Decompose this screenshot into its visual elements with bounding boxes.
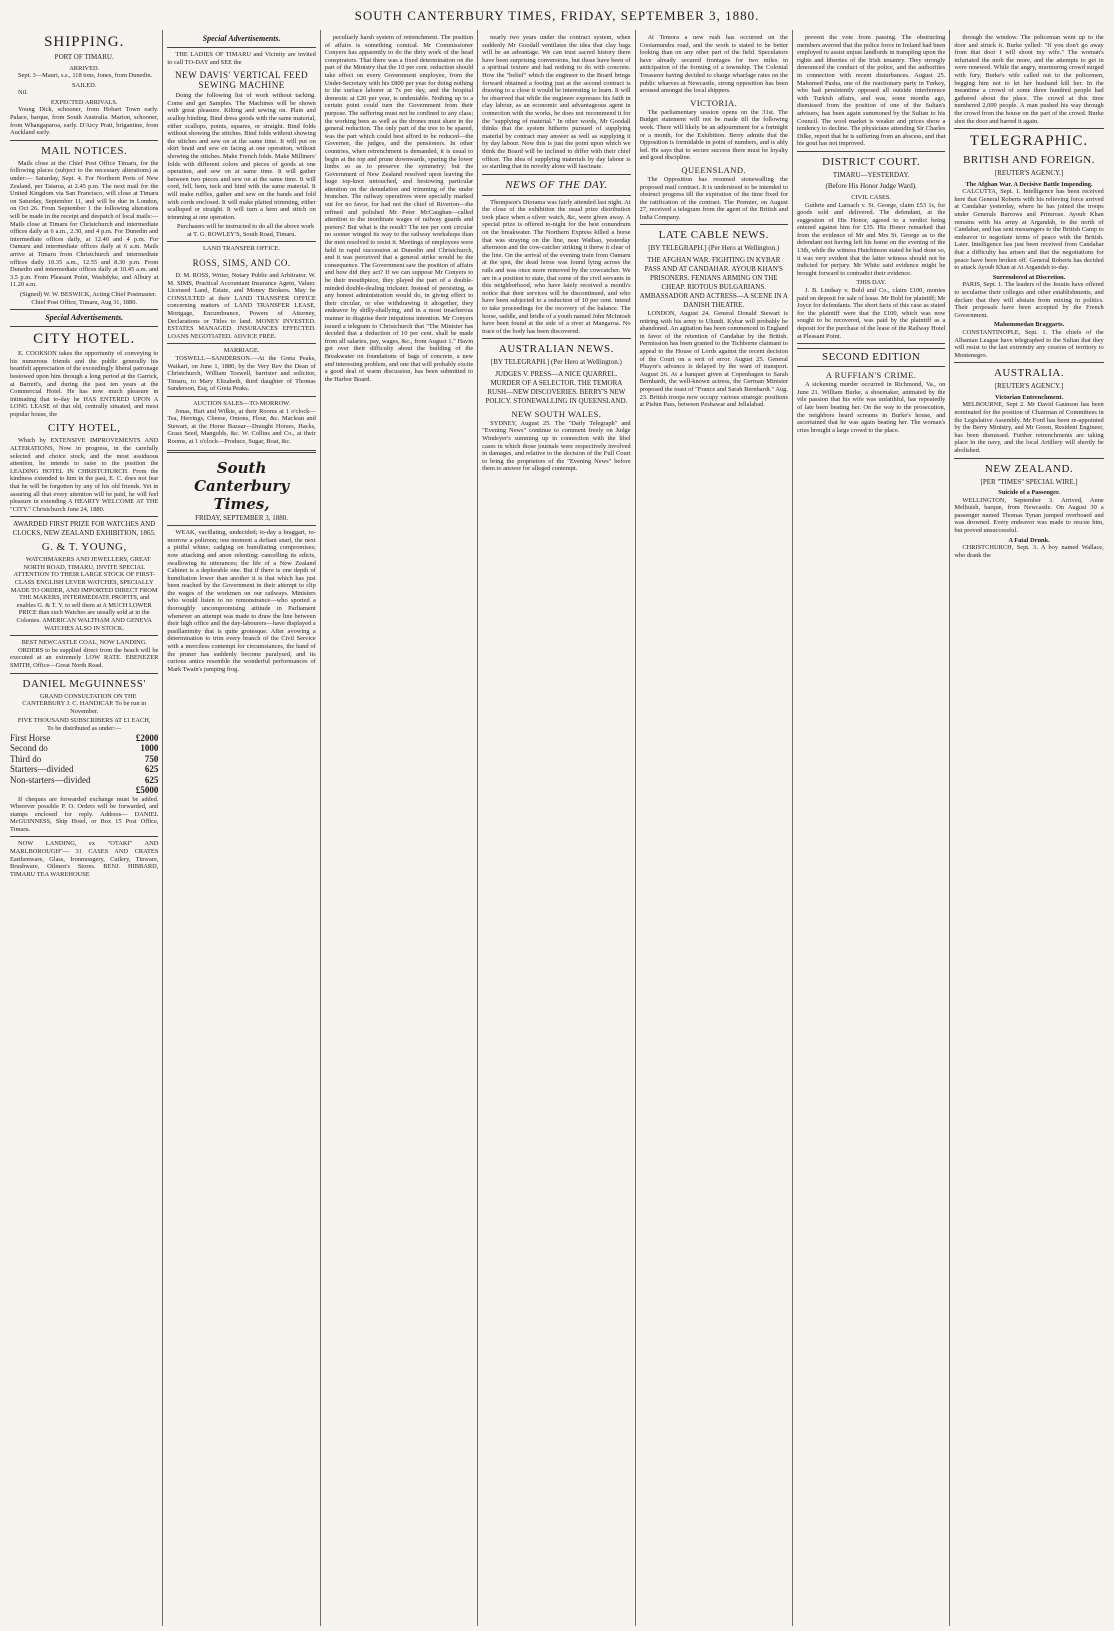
mail-notices-sign: (Signed) W. W. BESWICK, Acting Chief Postmaster. Chief Post Office, Timaru, Aug 31, 1880. bbox=[20, 290, 157, 306]
prize-value: 1000 bbox=[140, 743, 159, 753]
mahommedan-heading: Mahommedan Braggarts. bbox=[993, 321, 1065, 329]
column-6 bbox=[793, 30, 950, 1626]
australian-news-title: AUSTRALIAN NEWS. bbox=[498, 343, 614, 356]
prize-list bbox=[10, 733, 158, 796]
prize-label: Non-starters—divided bbox=[10, 774, 91, 785]
civil-cases-label: CIVIL CASES. bbox=[851, 193, 892, 201]
prize-value: £5000 bbox=[135, 785, 159, 795]
queensland-text: The Opposition has resumed stonewalling the proposed mail contract. It is understood to be intended to obstruct progress till the expiration of the time fixed for the ratification of the contract. The Premier, on August 27, received a telegram from the agent of the British and India Company. bbox=[639, 175, 788, 221]
breakwater-article: nearly two years under the contract system, when suddenly Mr Goodall ventilates the idea that clay bags will be an advantage. We can trust sacred history there have been surprising conversions, but those have been of a spiritual texture and had nothing to do with concrete. How the "belief" which the engineer to the Board brings forward obtained a footing just at the second contract is drawing to a close it would be interesting to learn. It will be observed that while the engineer expresses his faith in clay labour, as an economic and advantageous agent in connection with the works, he does not recommend it for the "supplying of material." In other words, Mr Goodall thinks that the system hitherto pursued of supplying material by contract may answer as well as supplying it by day labour. Now this is just the point upon which we think the Board will be inclined to differ with their chief officer. The idea of supplying materials by day labour is so startling that its novelty alone will fascinate. bbox=[482, 34, 631, 171]
new-zealand-title: NEW ZEALAND. bbox=[984, 462, 1074, 475]
sewing-text: Doing the following list of work without tacking. Come and get Samples. The Machines will be shown with great pleasure. Kilting and sewing on. Plain and scallop binding. Bind dress goods with the same material, either scallops, points, squares, or straight. Bind folds without showing the stitches. Bind folds without showing the stitches and sew on at the same time. It will put on skirt braid and sew on facing at one operation, without showing the stitches. Make French folds. Make Milliners' folds with different colors and pieces of goods at one operation, and sew on at same time. It will gather between two pieces and sew on at the same time. It will cord, fell, hem, tuck and bind with the same material. It will make ruffles, gather and sew on the bands and fold with cords enclosed. It will make plaited trimming, either scalloped or straight. It will turn a hem and stitch on trimming at one operation. bbox=[167, 92, 316, 221]
column-3 bbox=[321, 30, 478, 1626]
victoria-heading: VICTORIA. bbox=[690, 97, 738, 108]
marriage-text: TOSWELL—SANDERSON.—At the Greta Peaks, Waikari, on June 1, 1880, by the Very Rev the Dean of Christchurch, William Toswell, barrister and solicitor, Timaru, to Mary Elizabeth, third daughter of Thomas Sanderson, Esq, of Greta Peaks. bbox=[167, 355, 316, 393]
district-court-text: Guthrie and Larnach v. St. George, claim £53 1s, for goods sold and delivered. The defendant, at the suggestion of His Honor, agreed to a verdict being entered against him for £35. His Honor remarked that from the evidence of Mr and Mrs St. George as to the defendant not having left his home on the evening of the 13th, while the witness Hutchinson stated he had done so, it was very evident that the latter witness should not be indicted for perjury. Mr White said evidence might be brought forward to contradict their evidence. bbox=[796, 201, 946, 277]
port-heading: PORT OF TIMARU. bbox=[54, 53, 114, 61]
prize-value: 750 bbox=[144, 753, 159, 764]
suicide-heading: Suicide of a Passenger. bbox=[998, 489, 1060, 497]
irish-debate-text: prevent the vote from passing. The obstructing members averred that the police force in Ireland had been employed to assist unjust landlords in trampling upon the rights and liberties of the Irish tenantry. They strongly denounced the conduct of the police, and the authorities in connection with recent disturbances. August 25. Mahomed Pasha, one of the reactionary party in Turkey, who had persistently opposed all outside interference with Turkish affairs, and was, some months ago, dismissed from the position of one of the Sultan's advisers, has been again summoned by the Sultan to his Council. The wool market is weaker and prices show a tendency to decline. The physicians attending Sir Charles Dilke, report that he is suffering from an abscess, and that his gout has not improved. bbox=[796, 34, 946, 148]
column-2 bbox=[163, 30, 320, 1626]
divider bbox=[954, 128, 1103, 129]
special-ads-heading: Special Advertisements. bbox=[45, 313, 124, 323]
victorian-text: MELBOURNE, Sept 2. Mr David Gaunson has been nominated for the position of Chairman of Committees in the Legislative Assembly. Mr Ford has been re-appointed by the Berry Ministry, and Mr Green, Resident Engineer, has been dismissed. Further retrenchments are taking place in the navy, and the local Artillery will shortly be abolished. bbox=[954, 401, 1104, 454]
divider bbox=[10, 673, 158, 674]
special-ads-heading: Special Advertisements. bbox=[202, 34, 281, 43]
australian-news-heads: JUDGES V. PRESS—A NICE QUARREL. MURDER OF A SELECTOR. THE TEMORA RUSH—NEW DISCOVERIES. BERRY'S NEW POLICY. STONEWALLING IN QUEENSLAND. bbox=[485, 369, 628, 405]
divider bbox=[954, 458, 1103, 459]
marriage-title: MARRIAGE. bbox=[223, 347, 260, 355]
victorian-heading: Victorian Entrenchment. bbox=[994, 393, 1064, 401]
divider bbox=[954, 362, 1103, 363]
district-court-title: DISTRICT COURT. bbox=[822, 155, 921, 168]
mail-notices-text: Mails close at the Chief Post Office Timaru, for the following places (subject to the necessary alterations) as under:— Saturday, Sept. 4. For Northern Ports of New Zealand, per Taiaroa, at 2.45 p.m. The next mail for the United Kingdom via San Francisco, will close at Timaru on Saturday, September 11, and will be due in London, on Oct 26. From September 1 the following alterations will be made in the receipt and despatch of local mails:— Mails close at Timaru for Christchurch and intermediate offices daily at 6 a.m., 2.30, and 4 p.m. For Dunedin and intermediate offices daily, at 12.40 and 4 p.m. For Oamaru and intermediate offices daily at 6 a.m. Mails arrive at Timaru from Christchurch and intermediate offices daily 10.35 a.m., 12.55 and 8.30 p.m. From Dunedin and intermediate offices daily at 10.45 a.m. and 3.5 p.m. From Pleasant Point, Washdyke, and Albury at 11.20 a.m. bbox=[10, 159, 159, 289]
prize-label: Starters—divided bbox=[10, 764, 74, 774]
district-court-sub: TIMARU—YESTERDAY. bbox=[832, 170, 910, 179]
district-court-judge: (Before His Honor Judge Ward). bbox=[825, 182, 917, 191]
temora-text: At Temora a new rush has occurred on the Cootamundra road, and the work is stated to be better looking than on any other part of the field. Speculators have already secured frontages for two miles in anticipation of the forming of a township. The Colonial Treasurer having decided to charge wharfage rates on the public wharves at Newcastle, strong opposition has been aroused amongst the local shippers. bbox=[639, 34, 788, 95]
this-day-label: THIS DAY. bbox=[856, 279, 887, 287]
auction-text: Jonas, Hart and Wilkie, at their Rooms at 1 o'clock—Tea, Herrings, Cheese, Onions, Flour, &c. Maclean and Stewart, at the Horse Bazaar—Draught Horses, Hacks, Grass Seed, Mangolds, &c. W. Collins and Co., at their Rooms, at 1 o'clock—Produce, Sugar, Boat, &c. bbox=[167, 407, 316, 445]
prize-value: £2000 bbox=[135, 732, 159, 743]
landing-notice: NOW LANDING, ex "OTAKI" AND MARLBOROUGH"— 31 CASES AND CRATES Earthenware, Glass, Ironmongery, Cutlery, Tinware, Brushware, Oilmen's Stores. BENJ. HIBBARD, TIMARU TEA WAREHOUSE bbox=[10, 840, 159, 878]
divider bbox=[10, 836, 158, 837]
news-of-the-day-title: NEWS OF THE DAY. bbox=[505, 178, 608, 191]
coal-title: BEST NEWCASTLE COAL, NOW LANDING. bbox=[21, 639, 147, 647]
victoria-text: The parliamentary session opens on the 31st. The Budget statement will not be made till the following week. There will likely be an adjournment for a fortnight or a month, for the Exhibition. Berry admits that the Opposition is formidable in point of numbers, and is ably led. He says that to secure success there must be loyalty and good discipline. bbox=[639, 108, 788, 162]
australia-sub: [REUTER'S AGENCY.] bbox=[994, 382, 1064, 391]
editorial-date: FRIDAY, SEPTEMBER 3, 1880. bbox=[195, 513, 289, 522]
masthead: SOUTH CANTERBURY TIMES, FRIDAY, SEPTEMBER 3, 1880. bbox=[354, 8, 760, 23]
divider bbox=[167, 450, 315, 453]
australia-title: AUSTRALIA. bbox=[993, 367, 1065, 380]
column-7 bbox=[950, 30, 1107, 1626]
sewing-intro: THE LADIES OF TIMARU and Vicinity are invited to call TO-DAY and SEE the bbox=[167, 51, 316, 66]
ross-sims-text: D. M. ROSS, Writer, Notary Public and Arbitrator. W. M. SIMS, Practical Accountant Insurance Agent, Valuer. Licensed Land, Estate, and Money Brokers. May be CONSULTED at their LAND TRANSFER OFFICE concerning matters of LAND TRANSFER LEASE, Mortgage, Encumbrance, Powers of Attorney, Declarations or Titles to land. MONEY INVESTED. ESTATES MANAGED. INSURANCES EFFECTED. LOANS NEGOTIATED. ADVICE FREE. bbox=[167, 272, 316, 340]
land-office-title: LAND TRANSFER OFFICE. bbox=[203, 245, 281, 253]
divider bbox=[482, 338, 630, 339]
city-hotel-text-2: Which by EXTENSIVE IMPROVEMENTS AND ALTERATIONS, Now in progress, in the carefully selected and choice stock, and the most assiduous attention, he intends to raise to the position the LEADING HOTEL IN CHRISTCHURCH. From the kindness extended to him in the past, E. C. does not fear that he will be forgotten by any of his old friends. Yet in assuring all that every attention will be paid, he will feel pleasure in extending A HEARTY WELCOME AT THE "CITY." Christchurch June 24, 1880. bbox=[10, 437, 159, 513]
suicide-text: WELLINGTON, September 3. Arrived, Anne Melhuish, barque, from Newcastle. On August 30 a passenger named Thomas Tynan jumped overboard and was drowned. Every endeavor was made to rescue him, but proved unsuccessful. bbox=[954, 496, 1104, 534]
fatal-text: CHRISTCHURCH, Sept. 3. A boy named Wallace, who drank the bbox=[954, 544, 1104, 559]
nsw-text: SYDNEY, August 25. The "Daily Telegraph" and "Evening News" continue to comment freely on Judge Windeyer's summing up in connection with the libel cases in which those journals were respectively involved in damages, and relative to the decision of the Full Court to bring the proprietors of the "Evening News" before them to answer for alleged contempt. bbox=[482, 419, 631, 473]
divider bbox=[167, 241, 315, 242]
ruffian-title: A RUFFIAN'S CRIME. bbox=[825, 370, 917, 381]
editorial-continued: peculiarly harsh system of retrenchment. The position of affairs is something comical. Mr Commissioner Conyers has apparently to do the dirty work of the head conspirators. That there was a fixed determination on the part of the Ministry that the 10 per cent. reduction should take effect on every Government employee, from the Under-Secretary with his £800 per year for doing nothing to the surface laborer at 7s per day, and the hospital domestic at £20 per year, is undeniable. Nothing up to a certain point could turn the Government from their purpose. The suffering must not be confined to any class; the working bees as well as the drones must share in the general reduction. The only part of the tree to be spared, was the part which could best afford to be reduced—the Governor, the judges, and the pensioners. In other countries, when retrenchment is demanded, it is usual to begin at the top and prune downwards, sparing the lower limbs so as to preserve the symmetry; but the Government of New Zealand resolved upon leaving the huge top-knot untouched, and bestowing particular attention on the denudation and trimming of the under branches. The railway operatives were specially marked out for no favor, for had not the chief of Riverton—the refined and polished Mr Peter McCaughan—called attention to the inordinate wages of railway guards and porters? But what is the result? The ten per cent circular no sooner winged its way to the railway workshops than the men resolved to resist it. Meetings of employees were held in rapid succession at Dunedin and Christchurch, and it was perceived that a general strike would be the consequence. The Government saw the position of affairs and how did they act? If we can suppose Mr Conyers to be their mouthpiece, they played the part of a double-minded double-dealing trickster. Instead of persisting, as any honest administration would do, in giving effect to their circular, or else withdrawing it altogether, they endeavor by shilly-shallying, and in a most treacherous manner to disguise their iniquitous intention. Mr Conyers issued a telegram to Christchurch that "The Minister has decided that a deduction of 10 per cent. shall be made from all salaries, pay, wages, &c., from August 1." Havin got over their difficulty about the building of the Breakwater on foundations of bags of concrete, a new and interesting problem, and one that will probably excite a good deal of warm discussion, has been submitted to the Harbor Board. bbox=[324, 34, 474, 383]
arrived-label: ARRIVED. bbox=[69, 64, 100, 72]
prize-label: First Horse bbox=[10, 732, 51, 743]
prize-row bbox=[10, 764, 158, 775]
prize-row bbox=[10, 775, 158, 786]
surrender-heading: Surrendered at Discretion. bbox=[992, 273, 1066, 281]
newspaper-title: South Canterbury Times, bbox=[194, 458, 290, 513]
queensland-heading: QUEENSLAND. bbox=[681, 164, 747, 175]
coal-text: ORDERS to be supplied direct from the beach will be executed at an extremely LOW RATE. EBENEZER SMITH, Office—Great North Road. bbox=[10, 646, 159, 669]
divider bbox=[167, 47, 315, 48]
prize-row bbox=[10, 743, 158, 754]
sewing-footer: Purchasers will be instructed to do all the above work at T. G. ROWLEY'S, South Road, Timaru. bbox=[176, 223, 315, 238]
nsw-heading: NEW SOUTH WALES. bbox=[511, 408, 602, 419]
expected-label: EXPECTED ARRIVALS. bbox=[50, 98, 118, 106]
page-columns bbox=[6, 30, 1108, 1626]
divider bbox=[10, 635, 158, 636]
distributed-line: To be distributed as under:— bbox=[46, 724, 122, 732]
column-1 bbox=[6, 30, 163, 1626]
divider bbox=[10, 140, 158, 141]
consultation-footer: If cheques are forwarded exchange must be added. Wherever possible P. O. Orders will be forwarded, and stamps enclosed for reply. Address— DANIEL McGUINNESS, Ship Hotel, or Box 15 Post Office, Timaru. bbox=[10, 795, 159, 833]
australian-news-sub: [BY TELEGRAPH.] (Per Hero at Wellington.) bbox=[490, 358, 622, 367]
ruffian-continued: through the window. The policeman went up to the door and struck it. Burke yelled: "If you don't go away from that door I will shoot my wife." The woman's infuriated the mob the more, and the attempts to get in were renewed. While the angry, murmuring crowd surged with fury, Burke's wife called out to the policemen, begging him not to let her husband kill her. In the meantime a crowd of some three hundred people had gathered about the place. The crowd at this time numbered 2,000 people. A man pushed his way through the crowd from the house on the part of the crowd. Burke shot the door and barred it again. bbox=[954, 34, 1104, 125]
shipping-title: SHIPPING. bbox=[44, 34, 125, 50]
prize-label: Second do bbox=[10, 743, 48, 753]
column-4 bbox=[478, 30, 635, 1626]
prize-row bbox=[10, 754, 158, 765]
divider bbox=[167, 396, 315, 397]
prize-row bbox=[10, 785, 158, 796]
divider bbox=[797, 151, 945, 152]
late-cable-heads: THE AFGHAN WAR. FIGHTING IN KYBAR PASS AND AT CANDAHAR. AYOUB KHAN'S PRISONERS. FENIANS ARMING ON THE CHEAP. RIOTOUS BULGARIANS. AMBASSADOR AND ACTRESS—A SCENE IN A DANISH THEATRE. bbox=[639, 255, 788, 309]
late-cable-sub: [BY TELEGRAPH.] (Per Hero at Wellington.) bbox=[648, 244, 780, 253]
young-text: WATCHMAKERS AND JEWELLERS, GREAT NORTH ROAD, TIMARU, INVITE SPECIAL ATTENTION TO THEIR LARGE STOCK OF FIRST-CLASS ENGLISH LEVER WATCHES, SPECIALLY MADE TO ORDER, AND IMPORTED DIRECT FROM THE MAKERS, INTERMEDIATE PROFITS, and enables G. & T. Y. to sell them at A MUCH LOWER PRICE than such Watches are usually sold at in the Colonies. AMERICAN WALTHAM AND GENEVA WATCHES ALSO IN STOCK. bbox=[10, 556, 158, 632]
sailed-label: SAILED. bbox=[72, 81, 97, 89]
afghan-text: CALCUTTA, Sept. 1. Intelligence has been received here that General Roberts with his relieving force arrived at Candahar yesterday, where he has joined the troops under Generals Burrows and Primrose. Ayoub Khan remains with his army at Argandab, to the north of Candahar, and has sent messengers to the British Camp to endeavor to negotiate terms of peace with the British. Later. Intelligence has just been received from Candahar that a difficulty has arisen and that the negotiations for peace have been broken off. General Roberts has decided to attack Ayoub Khan at At Argandab to-day. bbox=[954, 188, 1104, 272]
british-foreign-title: BRITISH AND FOREIGN. bbox=[963, 154, 1095, 167]
city-hotel-text: E. COOKSON takes the opportunity of conveying to his numerous friends and the public generally his heartfelt appreciation of the exceedingly liberal patronage bestowed upon him through a long period at the Garrick, at Barrett's, and during the past ten years at the Commercial Hotel. He has now much pleasure in intimating that to-day he HAS ENTERED UPON A LONG LEASE of that old, centrally situated, and most popular house, the bbox=[10, 350, 159, 418]
divider bbox=[10, 309, 158, 310]
award-notice: AWARDED FIRST PRIZE FOR WATCHES AND CLOCKS, NEW ZEALAND EXHIBITION, 1865. bbox=[12, 520, 156, 537]
sailed-text: Nil. bbox=[18, 89, 28, 97]
column-5 bbox=[636, 30, 793, 1626]
news-of-the-day-text: Thompson's Diorama was fairly attended last night. At the close of the exhibition the usual prize distribution took place when a silver watch, &c, were given away. A special prize is offered to-night for the best conundrum on the breakwater. The Northern Express killed a horse that was straying on the line, near Waihao, yesterday afternoon and the cow-catcher striking it threw it clear of the line. On the arrival of the evening train from Oamaru at the spot, the dead horse was found lying across the rails and was once more removed by the cowcatcher. We are in a position to state, that some of the civil servants in this neighborhood, who have lately received a month's notice that their services will be discontinued, and who have been subjected to a reduction of 10 per cent. intend to take proceedings for the recovery of the balance. The horse, saddle, and bridle of a youth named John McIntosh have been found at the side of a river at Mangaroa. No trace of the body has been discovered. bbox=[482, 198, 631, 335]
reuter-label: [REUTER'S AGENCY.] bbox=[994, 169, 1064, 178]
divider bbox=[167, 343, 315, 344]
expected-text: Young Dick, schooner, from Hobart Town early. Palace, barque, from South Australia. Marion, schooner, from Whangaparoa, early. D'Arcy Pratt, brigantine, from Auckland early. bbox=[10, 106, 159, 137]
divider bbox=[797, 343, 945, 344]
afghan-heading: The Afghan War. A Decisive Battle Impending. bbox=[965, 180, 1093, 188]
mahommedan-text: CONSTANTINOPLE, Sept. 1. The chiefs of the Albanian League have telegraphed to the Sultan that they will resist to the last extremity any cession of territory to Montenegro. bbox=[954, 328, 1104, 359]
new-zealand-sub: [PER "TIMES" SPECIAL WIRE.] bbox=[980, 477, 1078, 486]
ross-sims-title: ROSS, SIMS, AND CO. bbox=[192, 258, 291, 269]
sewing-machine-title: NEW DAVIS' VERTICAL FEED SEWING MACHINE bbox=[175, 70, 309, 91]
divider bbox=[167, 525, 315, 526]
young-title: G. & T. YOUNG, bbox=[41, 541, 127, 554]
mail-notices-title: MAIL NOTICES. bbox=[41, 144, 128, 157]
arrived-text: Sept. 3—Mauri, s.s., 118 tons, Jones, from Dunedin. bbox=[18, 72, 153, 80]
city-hotel-title: CITY HOTEL. bbox=[33, 331, 136, 348]
late-cable-title: LATE CABLE NEWS. bbox=[658, 229, 769, 242]
ruffian-text: A sickening murder occurred in Richmond, Va., on June 21. William Burke, a shoemaker, animated by the vile passion that his wife was unfaithful, has repeatedly of late been beating her. On the way to the prosecution, the neighbors heard screams in Burke's house, and ascertained that he was again beating her. The woman's cries brought a large crowd to the place. bbox=[796, 381, 946, 434]
divider bbox=[10, 516, 158, 517]
prize-value: 625 bbox=[144, 774, 159, 785]
this-day-text: J. B. Lindsay v. Bold and Co., claim £100, monies paid on deposit for sale of lease. Mr Bold for plaintiff; Mr Joyce for defendants. The short facts of this case as stated for the plaintiff were that the £100, which was now sought to be recovered, was paid by the plaintiff as a deposit for the purchase of the lease of the Railway Hotel at Pleasant Point. bbox=[796, 287, 946, 340]
auction-title: AUCTION SALES—TO-MORROW. bbox=[192, 399, 291, 407]
late-cable-text: LONDON, August 24. General Donald Stewart is retiring with his army to Ulundi. Kybar will probably be abandoned. An agitation has been commenced in England in favor of the retention of Candahar by the British. Permission has been granted to the Tichborne claimant to appeal to the House of Lords against the recent decision of the Court on a writ of error. August 25. General Phayre's advance is delayed by the want of transport. August 26. At a banquet given at Copenhagen to Sarah Bernhardt, the well-known actress, the German Minister proposed the toast of "France and Sarah Bernhardt." Aug. 23. British troops now occupy various strategic positions at Pishin Pass, between Peshawar and Jellalabad. bbox=[639, 309, 788, 409]
consultation-title: DANIEL McGUINNESS' bbox=[22, 677, 146, 690]
consultation-text: GRAND CONSULTATION ON THE CANTERBURY J. C. HANDICAP. To be run in November. bbox=[22, 692, 147, 715]
prize-row bbox=[10, 733, 158, 744]
editorial-text: WEAK, vacillating, undecided; to-day a braggart, to-morrow a poltroon; one moment a defiant snarl, the next a pitiful whine; cadging on humiliating compromises; now attacking and anon relenting; cancelling its edicts, swallowing its utterances; the life of a New Zealand Cabinet is a deplorable one. But if there is one depth of humiliation lower than another it is that which has just been reached by the Government in their attempt to clip the wages of the workmen on our railways. Ministers who would listen to no remonstrance—who sported a thoroughly uncompromising attitude in Parliament whenever an attempt was made to draw the line between their high office and the day-labourers—have displayed a pusillanimity that is quite grotesque. After avowing a determination to trim every branch of the Civil Service with a merciless contempt for circumstances, the hand of the pruner has suddenly become paralysed, and its curious antics resemble the wonderful performances of Mark Twain's jumping frog. bbox=[167, 529, 316, 673]
divider bbox=[10, 326, 158, 327]
prize-value: 625 bbox=[144, 764, 159, 774]
divider bbox=[640, 224, 788, 225]
city-hotel-title-2: CITY HOTEL, bbox=[48, 422, 121, 435]
second-edition-title: SECOND EDITION bbox=[797, 348, 945, 367]
prize-label: Third do bbox=[10, 753, 42, 764]
divider bbox=[482, 174, 630, 175]
surrender-text: PARIS, Sept. 1. The leaders of the Jesuits have offered to secularise their colleges and other establishments, and declare that they will abstain from mixing in politics. Their proposals have been accepted by the French Government. bbox=[954, 281, 1104, 319]
divider bbox=[482, 195, 630, 196]
subscribers-line: FIVE THOUSAND SUBSCRIBERS AT £1 EACH, bbox=[17, 717, 151, 725]
fatal-heading: A Fatal Drunk. bbox=[1008, 536, 1050, 544]
telegraphic-title: TELEGRAPHIC. bbox=[969, 133, 1089, 150]
